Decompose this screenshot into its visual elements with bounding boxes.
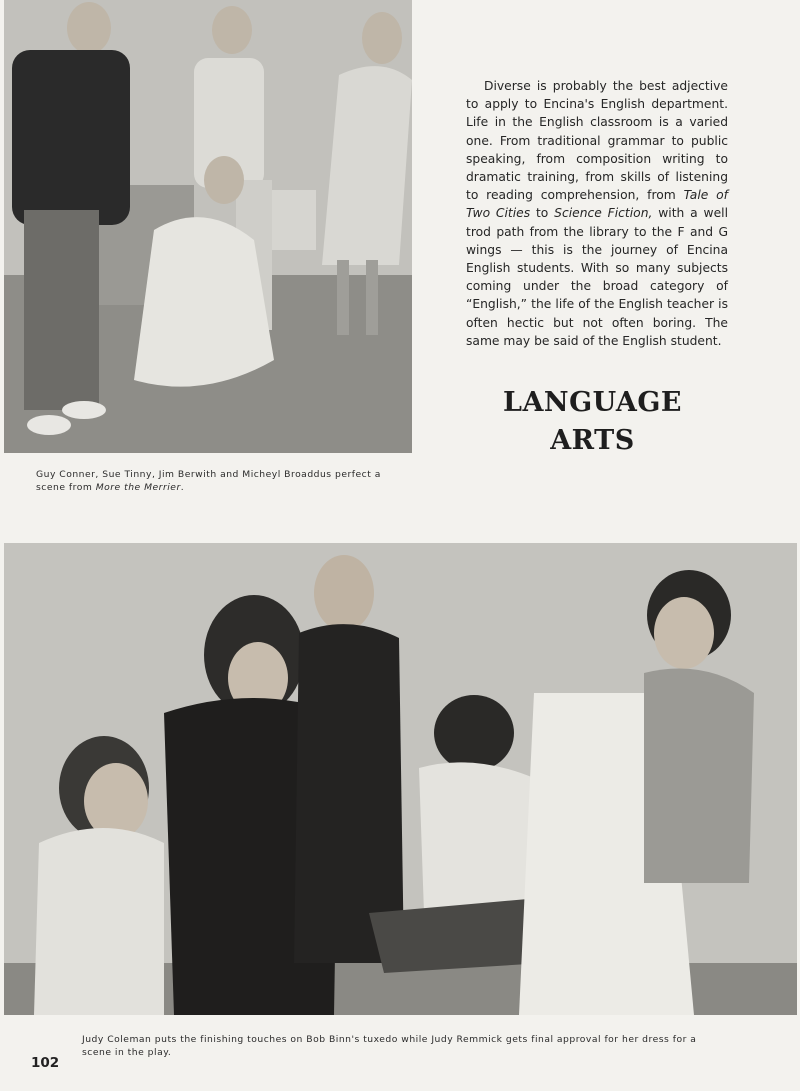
intro-part-2: to xyxy=(530,206,555,221)
intro-part-1: Diverse is probably the best adjective to apply to Encina's English department. Life in the English classroom is a varied one. From traditional grammar to public speaking, from composition writing to dramatic training, from skills of listening to reading comprehension, from xyxy=(466,79,728,203)
heading-line-1: LANGUAGE xyxy=(503,387,682,418)
top-caption-names: Guy Conner, Sue Tinny, Jim Berwith and Micheyl Broaddus perfect a scene from xyxy=(36,469,381,493)
intro-part-3: with a well trod path from the library to the F and G wings — this is the journey of Encina English students. With so many subjects coming under the broad category of “English,” the life of the English teacher is often hectic but not often boring. The same may be said of the English student. xyxy=(466,206,728,348)
bottom-photo-caption: Judy Coleman puts the finishing touches on Bob Binn's tuxedo while Judy Remmick gets final approval for her dress for a scene in the play. xyxy=(82,1034,697,1058)
play-title: More the Merrier xyxy=(95,482,181,493)
page-number: 102 xyxy=(31,1055,60,1071)
drama-scene-illustration xyxy=(4,0,412,453)
heading-line-2: ARTS xyxy=(550,425,635,456)
top-photo-caption xyxy=(36,468,410,494)
intro-title-1: Tale of Two Cities xyxy=(466,188,728,221)
top-caption-end: . xyxy=(180,482,185,493)
section-heading xyxy=(480,384,705,460)
drama-scene-photo xyxy=(4,0,412,453)
intro-paragraph xyxy=(466,77,728,350)
intro-title-2: Science Fiction, xyxy=(554,206,653,221)
costume-fitting-photo xyxy=(4,543,797,1015)
costume-fitting-illustration xyxy=(4,543,797,1015)
